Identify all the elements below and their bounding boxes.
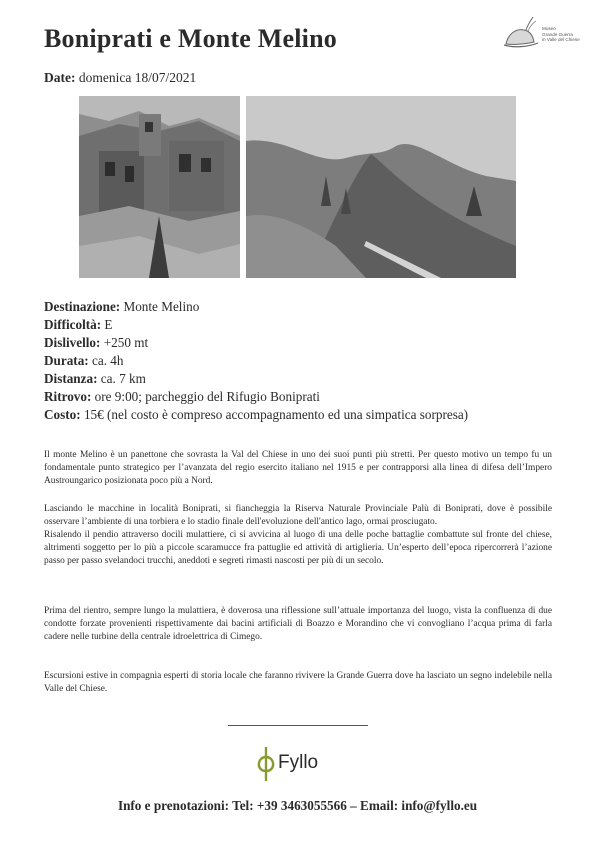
intro-paragraph [44,449,552,488]
event-date [44,70,196,86]
museum-logo [500,14,580,58]
logo-line: Grande Guerra [542,31,573,37]
village-ruins-photo [79,96,240,278]
fact-list [44,298,468,424]
alpine-hat-icon [500,14,542,58]
summary-paragraph [44,670,552,696]
date-label: Date: [44,70,76,85]
paragraph-text: Prima del rientro, sempre lungo la mulattiera, è doverosa una riflessione sull’attuale importanza del luogo, vista la confluenza di due condotte forzate provenienti rispettivamente dai bacini artificiali di Boazzo e Morandino che vi convogliano l’acqua prima di farla cadere nelle turbine della centrale idroelettrica di Cimego. [44,606,552,642]
paragraph-text: Risalendo il pendio attraverso docili mulattiere, ci si avvicina al luogo di una delle poche battaglie combattute sul fronte del chiese, altrimenti soggetto per lo più a piccole scaramucce fra pattuglie ed attività di artiglieria. Un’esperto dell’epoca ripercorrerà l’azione passo per passo svelandoci trucchi, aneddoti e segreti rimasti nascosti per più di un secolo. [44,530,552,566]
fact-duration: Durata: ca. 4h [44,353,124,368]
fact-elevation: Dislivello: +250 mt [44,335,149,350]
paragraph-text: Il monte Melino è un panettone che sovrasta la Val del Chiese in uno dei suoi punti più stretti. Per questo motivo un tempo fu un fondamentale punto strategico per l’avanzata del regio esercito italiano nel 1915 e per contrapporsi alla linea di difesa dell’Impero Austroungarico posizionata poco più a Nord. [44,450,552,486]
leaf-icon [254,743,278,783]
fact-distance: Distanza: ca. 7 km [44,371,146,386]
fyllo-logo [254,743,344,783]
divider [228,725,368,726]
route-paragraph [44,503,552,568]
brand-name: Fyllo [278,752,319,773]
monte-melino-photo [246,96,516,278]
fact-cost: Costo: 15€ (nel costo è compreso accompagnamento ed una simpatica sorpresa) [44,407,469,422]
contact-info: Info e prenotazioni: Tel: +39 3463055566 – Email: info@fyllo.eu [117,798,478,813]
fact-destination: Destinazione: Monte Melino [44,299,200,314]
fact-difficulty: Difficoltà: E [44,317,113,332]
paragraph-text: Escursioni estive in compagnia esperti di storia locale che faranno rivivere la Grande Guerra dove ha lasciato un segno indelebile nella Valle del Chiese. [44,671,552,694]
logo-line: in Valle del Chiese [542,37,580,43]
page-title: Boniprati e Monte Melino [44,24,337,53]
date-value: domenica 18/07/2021 [78,70,197,85]
paragraph-text: Lasciando le macchine in località Boniprati, si fiancheggia la Riserva Naturale Provinciale Palù di Boniprati, dove è possibile osservare l’ambiente di una torbiera e lo stadio finale dell'evoluzione dell'antico lago, ormai prosciugato. [44,504,552,527]
museum-logo-text [542,26,580,43]
fact-meeting-point: Ritrovo: ore 9:00; parcheggio del Rifugio Boniprati [44,389,320,404]
logo-line: Museo [542,26,556,31]
return-paragraph [44,605,552,644]
